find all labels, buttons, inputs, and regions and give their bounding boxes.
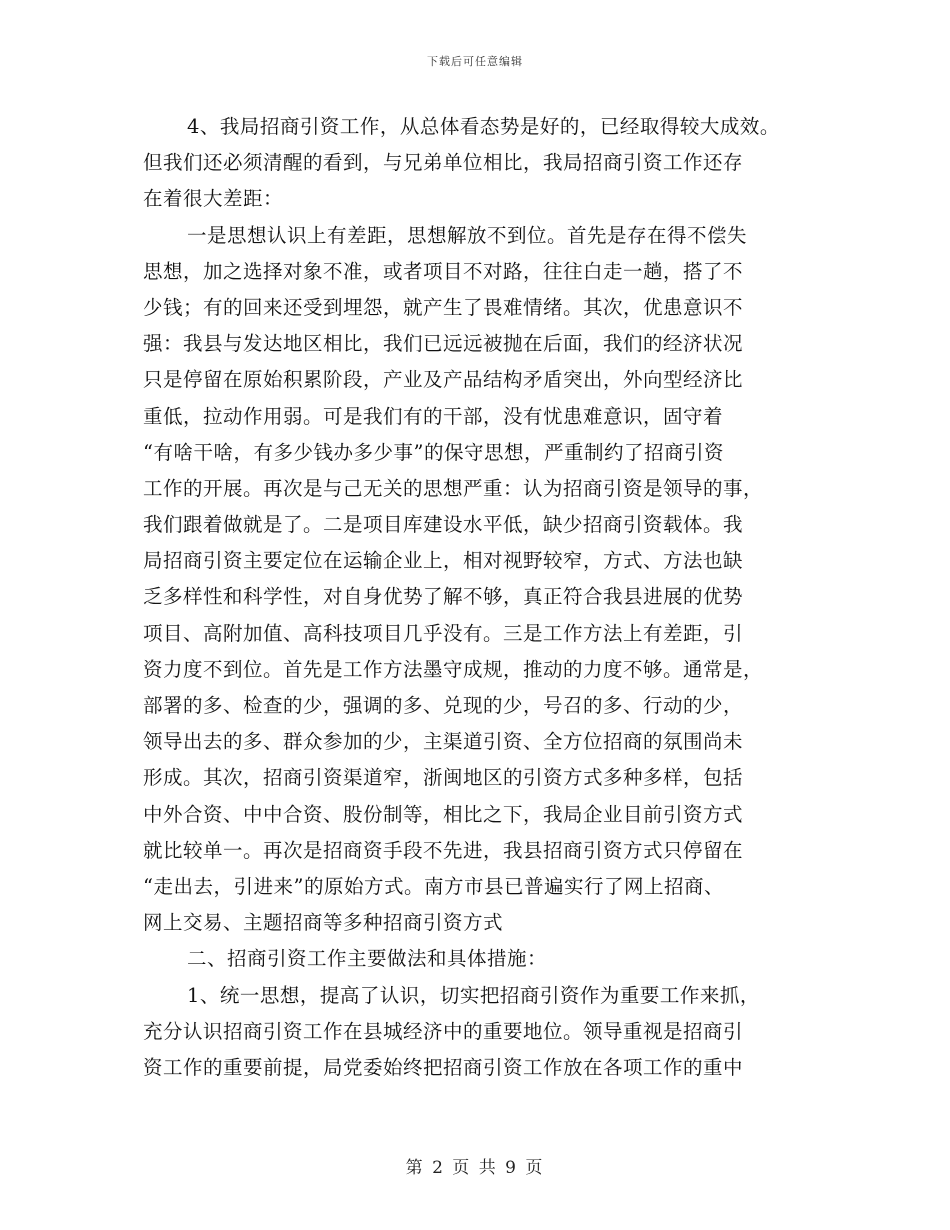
section-heading: 二、招商引资工作主要做法和具体措施： [187,947,548,971]
text-line: 就比较单一。再次是招商资手段不先进，我县招商引资方式只停留在 [143,838,744,862]
text-line: 在着很大差距： [143,187,284,211]
page-number: 第 2 页 共 9 页 [405,1158,545,1178]
text-line: 充分认识招商引资工作在县城经济中的重要地位。领导重视是招商引 [143,1019,744,1043]
text-line: 乏多样性和科学性，对自身优势了解不够，真正符合我县进展的优势 [143,585,744,609]
text-line: 但我们还必须清醒的看到，与兄弟单位相比，我局招商引资工作还存 [143,151,744,175]
text-line: 资力度不到位。首先是工作方法墨守成规，推动的力度不够。通常是， [143,657,764,681]
text-line: 工作的开展。再次是与己无关的思想严重：认为招商引资是领导的事， [143,476,764,500]
text-line: 形成。其次，招商引资渠道窄，浙闽地区的引资方式多种多样，包括 [143,766,744,790]
text-line: 少钱；有的回来还受到埋怨，就产生了畏难情绪。其次，优患意识不 [143,295,744,319]
text-line: 中外合资、中中合资、股份制等，相比之下，我局企业目前引资方式 [143,802,744,826]
text-line: 只是停留在原始积累阶段，产业及产品结构矛盾突出，外向型经济比 [143,368,744,392]
text-line: 局招商引资主要定位在运输企业上，相对视野较窄，方式、方法也缺 [143,549,744,573]
text-line: “有啥干啥，有多少钱办多少事”的保守思想，严重制约了招商引资 [143,440,724,464]
text-line: 资工作的重要前提，局党委始终把招商引资工作放在各项工作的重中 [143,1055,744,1079]
text-line: 网上交易、主题招商等多种招商引资方式 [143,911,504,935]
text-line: 重低，拉动作用弱。可是我们有的干部，没有忧患难意识，固守着 [143,404,724,428]
text-line: 思想，加之选择对象不准，或者项目不对路，往往白走一趟，搭了不 [143,259,744,283]
text-line: “走出去，引进来”的原始方式。南方市县已普遍实行了网上招商、 [143,874,724,898]
text-line: 我们跟着做就是了。二是项目库建设水平低，缺少招商引资载体。我 [143,513,744,537]
text-line: 项目、高附加值、高科技项目几乎没有。三是工作方法上有差距，引 [143,621,744,645]
page-header: 下载后可任意编辑 [427,55,523,68]
text-line: 一是思想认识上有差距，思想解放不到位。首先是存在得不偿失 [187,223,748,247]
document-body [143,109,823,1086]
text-line: 强：我县与发达地区相比，我们已远远被抛在后面，我们的经济状况 [143,332,744,356]
text-line: 部署的多、检查的少，强调的多、兑现的少，号召的多、行动的少， [143,694,744,717]
text-line: 1、统一思想，提高了认识，切实把招商引资作为重要工作来抓， [187,983,760,1007]
text-line: 4、我局招商引资工作，从总体看态势是好的，已经取得较大成效。 [187,115,780,138]
text-line: 领导出去的多、群众参加的少，主渠道引资、全方位招商的氛围尚未 [143,730,744,754]
